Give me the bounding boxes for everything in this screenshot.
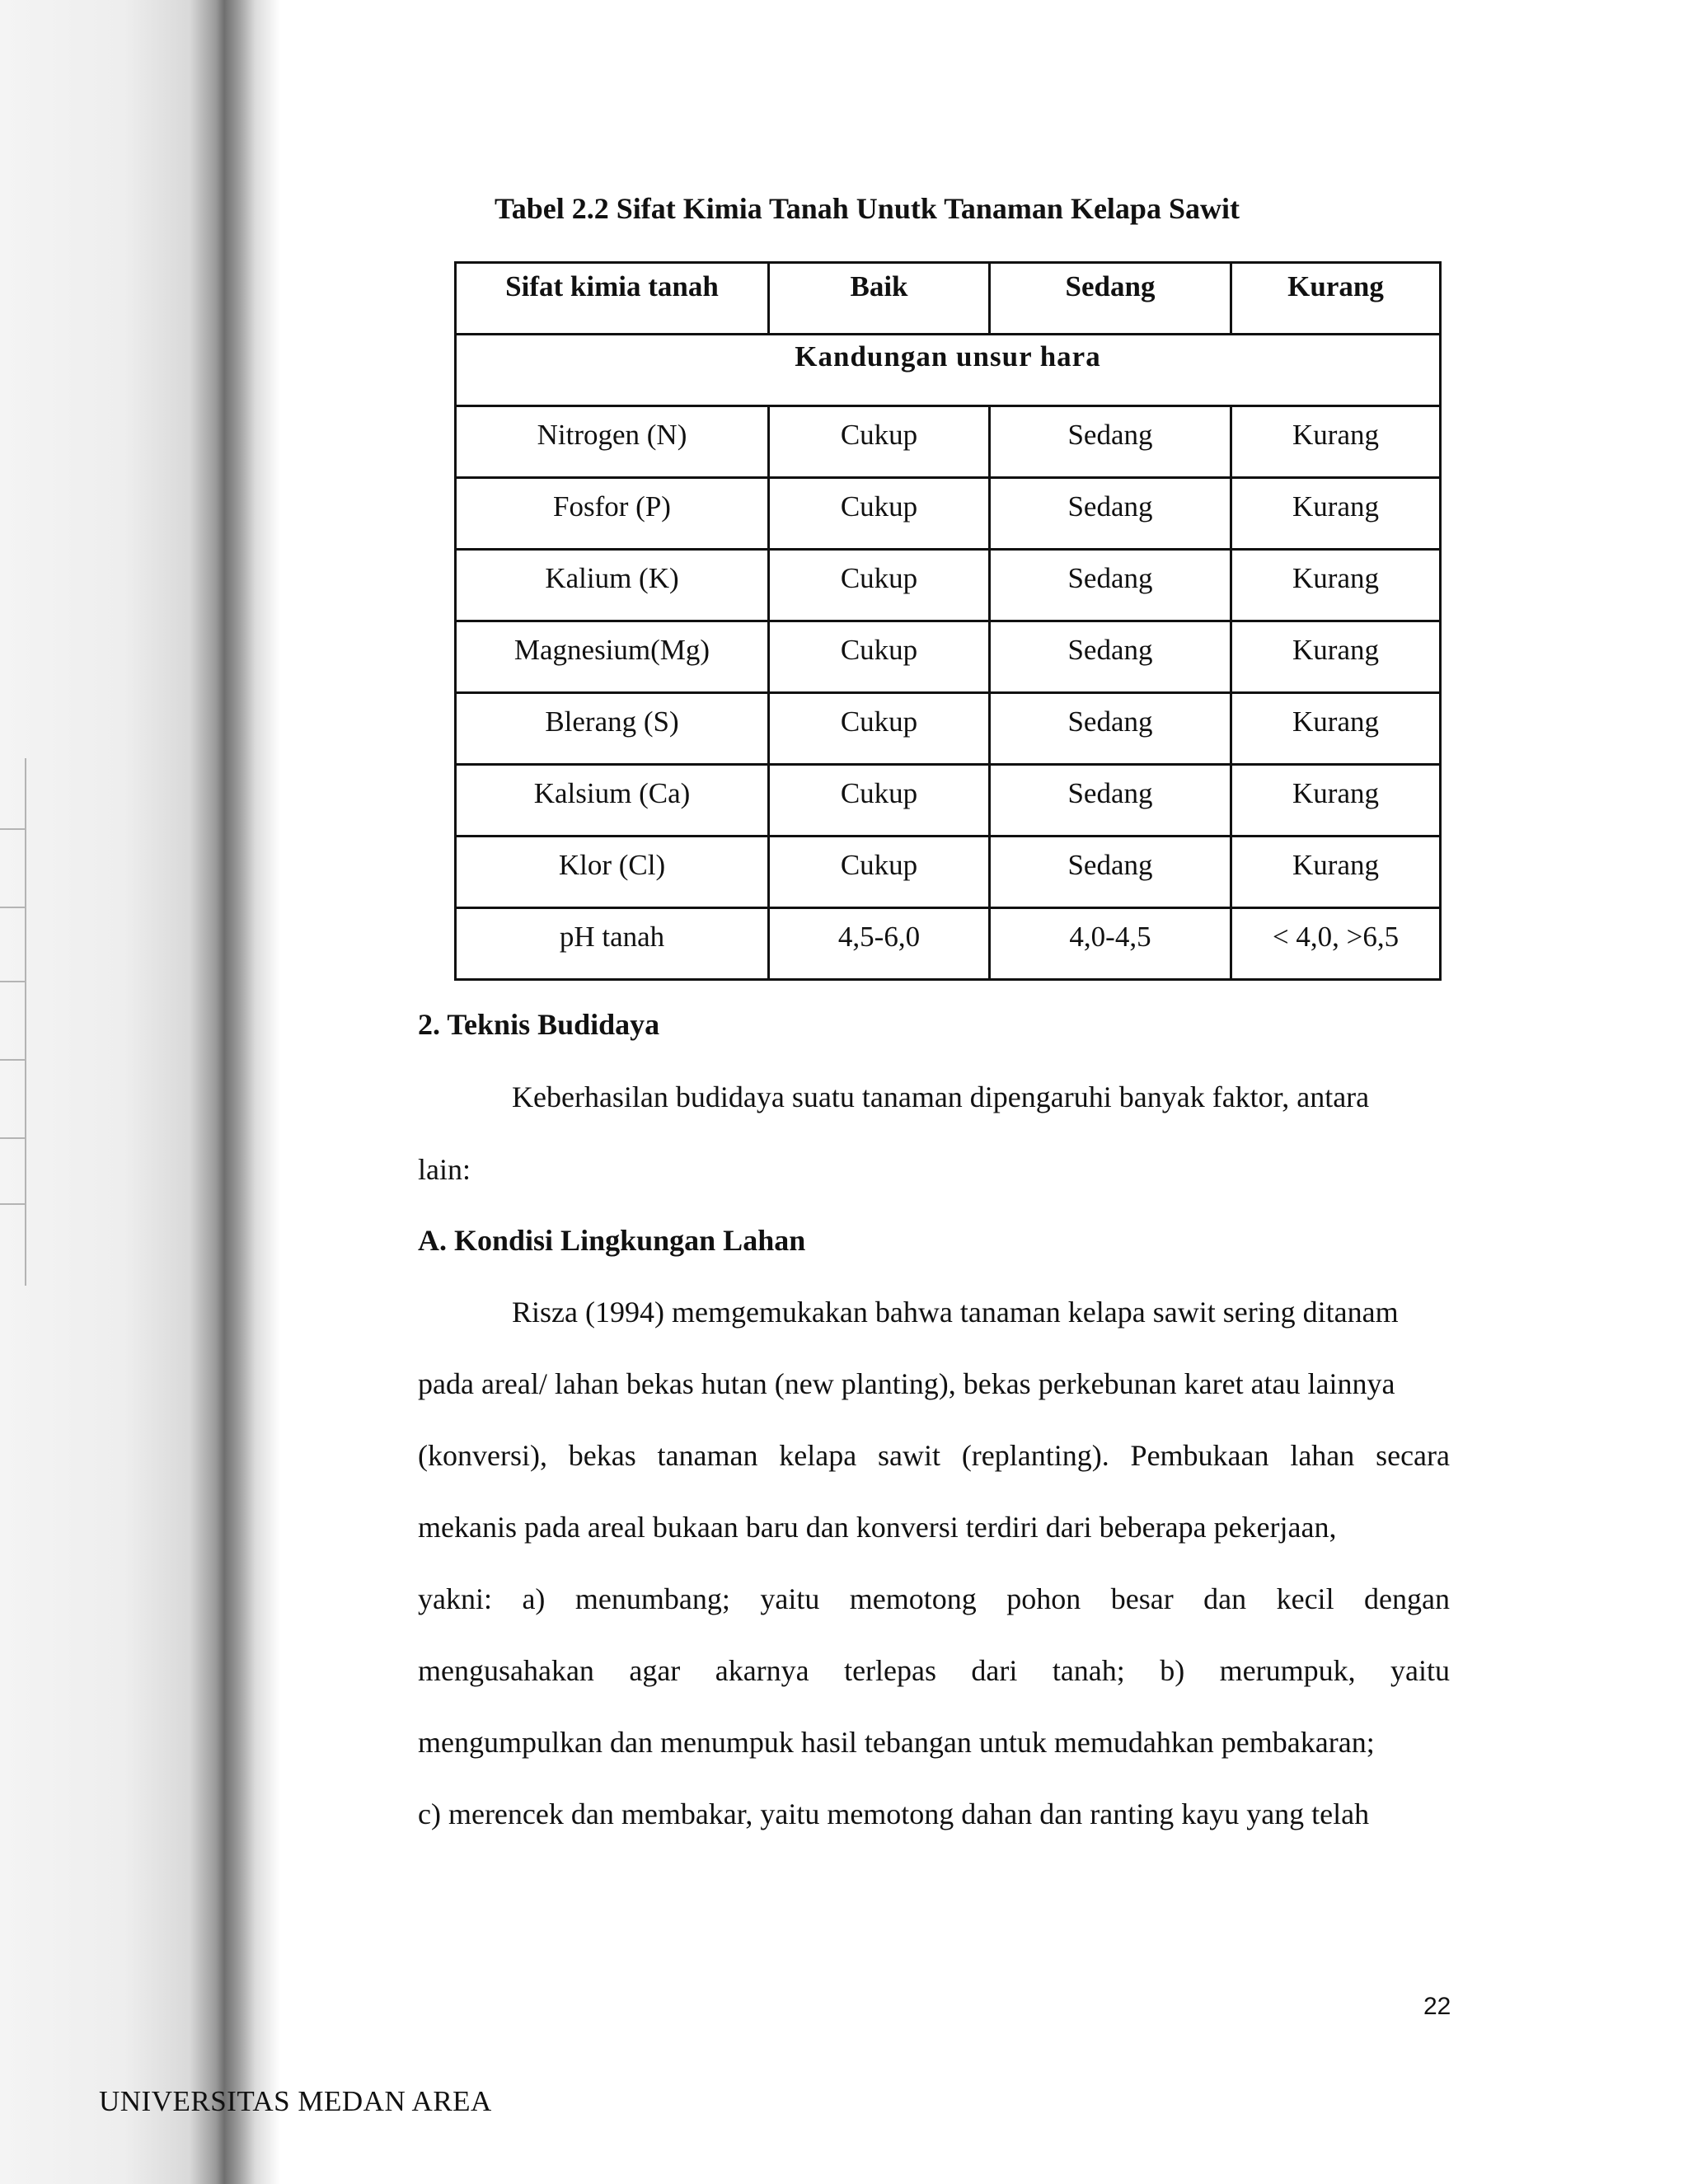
table-row <box>456 478 1441 550</box>
column-header: Kurang <box>1231 263 1441 335</box>
table-cell: Kurang <box>1231 406 1441 478</box>
paragraph-line: yakni: a) menumbang; yaitu memotong pohon besar dan kecil dengan <box>418 1582 1450 1615</box>
table-row <box>456 550 1441 621</box>
soil-chemistry-table <box>454 261 1442 981</box>
facing-page-bleed <box>0 758 26 1286</box>
facing-page-rule <box>0 907 25 908</box>
subheader: Kandungan unsur hara <box>456 335 1441 406</box>
table-cell: Klor (Cl) <box>456 837 769 908</box>
facing-page-rule <box>0 1203 25 1205</box>
paragraph-line: lain: <box>418 1153 471 1186</box>
table-cell: Sedang <box>990 550 1231 621</box>
subsection-heading: A. Kondisi Lingkungan Lahan <box>418 1224 806 1257</box>
table-row <box>456 406 1441 478</box>
table-cell: Sedang <box>990 478 1231 550</box>
facing-page-rule <box>0 1137 25 1139</box>
page-number: 22 <box>1423 1993 1451 2020</box>
table-cell: Kalsium (Ca) <box>456 765 769 837</box>
table-cell: Kurang <box>1231 837 1441 908</box>
paragraph-line: mengumpulkan dan menumpuk hasil tebangan untuk memudahkan pembakaran; <box>418 1726 1375 1759</box>
table-row <box>456 908 1441 980</box>
table-cell: Blerang (S) <box>456 693 769 765</box>
footer-institution: UNIVERSITAS MEDAN AREA <box>99 2085 492 2117</box>
paragraph-line: Risza (1994) memgemukakan bahwa tanaman kelapa sawit sering ditanam <box>512 1296 1399 1329</box>
table-subheader-row <box>456 335 1441 406</box>
table-cell: 4,5-6,0 <box>769 908 990 980</box>
paragraph-line: (konversi), bekas tanaman kelapa sawit (replanting). Pembukaan lahan secara <box>418 1439 1450 1472</box>
table-cell: Kurang <box>1231 693 1441 765</box>
table-cell: Sedang <box>990 406 1231 478</box>
table-row <box>456 693 1441 765</box>
table-cell: Magnesium(Mg) <box>456 621 769 693</box>
table-cell: Cukup <box>769 550 990 621</box>
table-cell: Cukup <box>769 621 990 693</box>
paragraph-line: pada areal/ lahan bekas hutan (new planting), bekas perkebunan karet atau lainnya <box>418 1367 1395 1400</box>
table-cell: Cukup <box>769 693 990 765</box>
table-cell: Fosfor (P) <box>456 478 769 550</box>
column-header: Sedang <box>990 263 1231 335</box>
table-cell: Sedang <box>990 765 1231 837</box>
scan-gutter-shadow <box>0 0 280 2184</box>
table-caption: Tabel 2.2 Sifat Kimia Tanah Unutk Tanaman Kelapa Sawit <box>495 192 1240 225</box>
table-cell: < 4,0, >6,5 <box>1231 908 1441 980</box>
facing-page-rule <box>0 981 25 982</box>
table-cell: Kurang <box>1231 765 1441 837</box>
table-cell: Cukup <box>769 765 990 837</box>
table-cell: Sedang <box>990 693 1231 765</box>
table-cell: Kurang <box>1231 550 1441 621</box>
column-header: Baik <box>769 263 990 335</box>
paragraph-line: mekanis pada areal bukaan baru dan konversi terdiri dari beberapa pekerjaan, <box>418 1511 1337 1544</box>
table-cell: Sedang <box>990 837 1231 908</box>
facing-page-rule <box>0 828 25 830</box>
facing-page-rule <box>0 1059 25 1061</box>
section-heading: 2. Teknis Budidaya <box>418 1008 660 1041</box>
table-row <box>456 765 1441 837</box>
table-row <box>456 837 1441 908</box>
table-row <box>456 621 1441 693</box>
column-header: Sifat kimia tanah <box>456 263 769 335</box>
table-cell: Cukup <box>769 478 990 550</box>
table-cell: Nitrogen (N) <box>456 406 769 478</box>
table-cell: Cukup <box>769 406 990 478</box>
paragraph-line: mengusahakan agar akarnya terlepas dari tanah; b) merumpuk, yaitu <box>418 1654 1450 1687</box>
table-cell: Kurang <box>1231 621 1441 693</box>
table-header-row <box>456 263 1441 335</box>
table-cell: Cukup <box>769 837 990 908</box>
table-cell: 4,0-4,5 <box>990 908 1231 980</box>
table-cell: Kurang <box>1231 478 1441 550</box>
paragraph-line: c) merencek dan membakar, yaitu memotong dahan dan ranting kayu yang telah <box>418 1797 1370 1830</box>
paragraph-line: Keberhasilan budidaya suatu tanaman dipengaruhi banyak faktor, antara <box>512 1080 1370 1113</box>
table-cell: pH tanah <box>456 908 769 980</box>
table-cell: Kalium (K) <box>456 550 769 621</box>
table-cell: Sedang <box>990 621 1231 693</box>
